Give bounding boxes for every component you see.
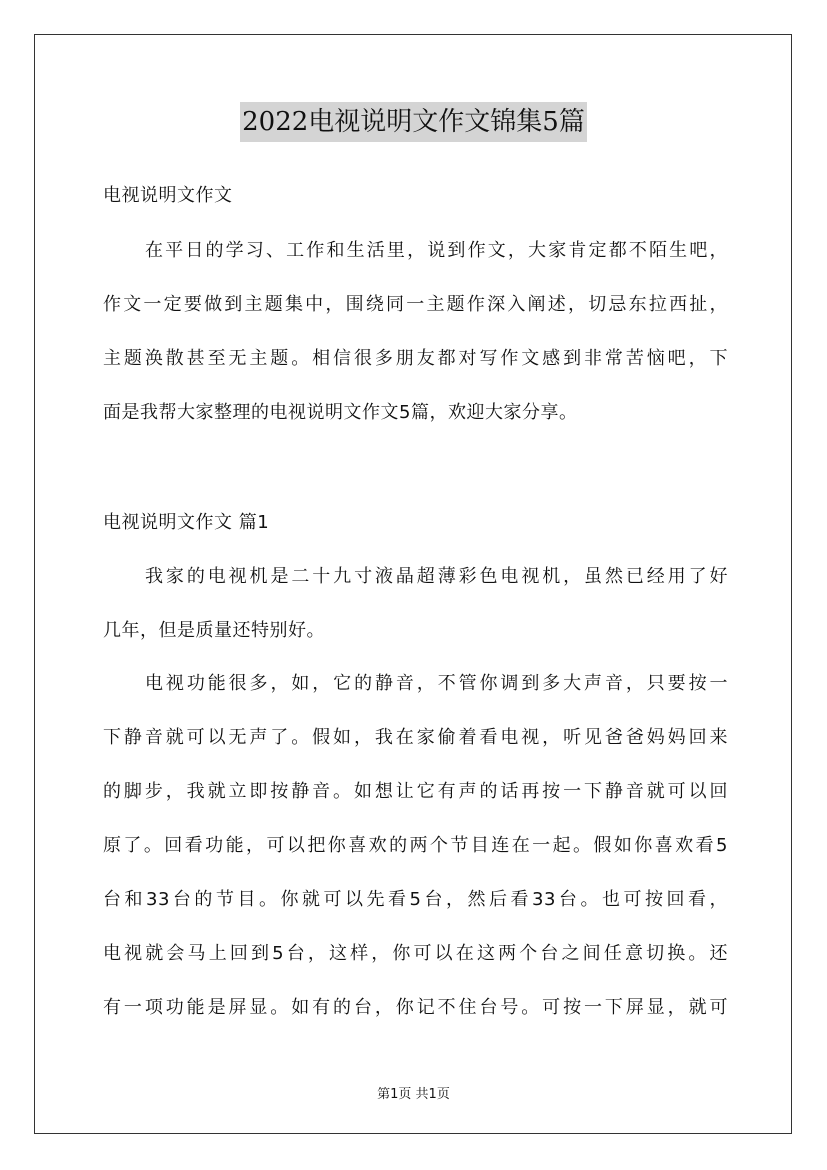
paragraph-line: 几年，但是质量还特别好。 <box>103 620 325 641</box>
intro-heading: 电视说明文作文 <box>103 185 233 206</box>
paragraph-line: 电视就会马上回到5台，这样，你可以在这两个台之间任意切换。还 <box>103 943 728 964</box>
paragraph-line: 下静音就可以无声了。假如，我在家偷着看电视，听见爸爸妈妈回来 <box>103 727 728 748</box>
paragraph-line: 原了。回看功能，可以把你喜欢的两个节目连在一起。假如你喜欢看5 <box>103 835 728 856</box>
section-heading: 电视说明文作文 篇1 <box>103 512 270 533</box>
intro-line: 在平日的学习、工作和生活里，说到作文，大家肯定都不陌生吧， <box>145 240 728 261</box>
paragraph-line: 电视功能很多，如，它的静音，不管你调到多大声音，只要按一 <box>145 673 728 694</box>
document-title-wrap <box>0 102 827 142</box>
paragraph-line: 台和33台的节目。你就可以先看5台，然后看33台。也可按回看， <box>103 889 728 910</box>
paragraph-line: 有一项功能是屏显。如有的台，你记不住台号。可按一下屏显，就可 <box>103 997 728 1018</box>
intro-line: 主题涣散甚至无主题。相信很多朋友都对写作文感到非常苦恼吧，下 <box>103 348 728 369</box>
intro-line: 面是我帮大家整理的电视说明文作文5篇，欢迎大家分享。 <box>103 402 578 423</box>
page-footer: 第1页 共1页 <box>377 1087 450 1102</box>
paragraph-line: 的脚步，我就立即按静音。如想让它有声的话再按一下静音就可以回 <box>103 781 728 802</box>
document-title: 2022电视说明文作文锦集5篇 <box>240 102 587 142</box>
intro-line: 作文一定要做到主题集中，围绕同一主题作深入阐述，切忌东拉西扯， <box>103 294 728 315</box>
paragraph-line: 我家的电视机是二十九寸液晶超薄彩色电视机，虽然已经用了好 <box>145 566 728 587</box>
